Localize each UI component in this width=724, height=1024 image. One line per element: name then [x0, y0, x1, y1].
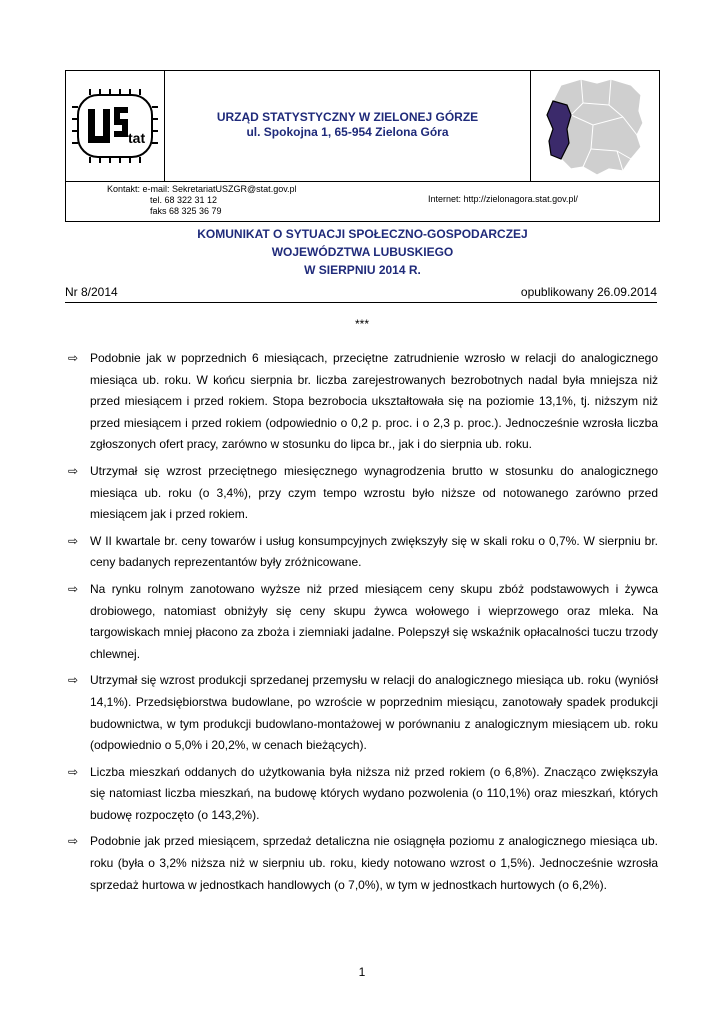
bullet-text: Liczba mieszkań oddanych do użytkowania była niższa niż przed rokiem (o 6,8%). Znacząco zwiększyła się natomiast liczba mieszkań, na budowę których wydano pozwolenia (o 110,1%) oraz mieszkań, których budowę rozpoczęto (o 143,2%).	[90, 764, 658, 822]
page-number: 1	[358, 965, 366, 979]
meta-row	[65, 285, 657, 303]
bullet-industry	[68, 670, 658, 756]
bullet-text: W II kwartale br. ceny towarów i usług konsumpcyjnych zwiększyły się w skali roku o 0,7%. W sierpniu br. ceny badanych reprezentantów były zróżnicowane.	[90, 533, 658, 570]
issue-number: Nr 8/2014	[65, 285, 118, 299]
arrow-icon: ⇨	[68, 764, 79, 779]
title-line-1: KOMUNIKAT O SYTUACJI SPOŁECZNO-GOSPODARCZEJ	[197, 227, 528, 241]
svg-text:tat: tat	[128, 130, 146, 146]
bullet-retail	[68, 831, 658, 896]
publication-date: opublikowany 26.09.2014	[520, 285, 657, 299]
bullet-text: Podobnie jak przed miesiącem, sprzedaż detaliczna nie osiągnęła poziomu z analogicznego miesiąca ub. roku (była o 3,2% niższa niż w sierpniu ub. roku, kiedy notowano wzrost o 1,5%). Jednocześnie wzrosła sprzedaż hurtowa w jednostkach handlowych (o 7,0%), w tym w jednostkach hurtowych (o 6,2%).	[90, 834, 658, 892]
arrow-icon: ⇨	[68, 351, 79, 365]
contact-left	[107, 184, 297, 217]
title-line-2: WOJEWÓDZTWA LUBUSKIEGO	[271, 245, 454, 259]
bullet-text: Na rynku rolnym zanotowano wyższe niż przed miesiącem ceny skupu zbóż podstawowych i żywca drobiowego, natomiast obniżyły się ceny skupu żywca wołowego i wieprzowego oraz mleka. Na targowiskach mniej płacono za zboża i ziemniaki jadalne. Polepszył się wskaźnik opłacalności tuczu trzody chlewnej.	[90, 581, 658, 661]
arrow-icon: ⇨	[68, 581, 79, 596]
map-cell	[530, 71, 659, 181]
contact-box	[65, 182, 660, 222]
bullet-text: Utrzymał się wzrost przeciętnego miesięcznego wynagrodzenia brutto w stosunku do analogicznego miesiąca ub. roku (o 3,4%), przy czym tempo wzrostu było niższe od notowanego zarówno przed miesiącem jak i przed rokiem.	[90, 463, 658, 522]
contact-internet: Internet: http://zielonagora.stat.gov.pl/	[428, 194, 578, 204]
poland-map	[531, 71, 659, 181]
bullet-housing	[68, 762, 658, 827]
title-line-3: W SIERPNIU 2014 R.	[304, 263, 421, 277]
contact-fax: faks 68 325 36 79	[150, 206, 222, 216]
bullet-employment	[68, 348, 658, 456]
arrow-icon: ⇨	[68, 834, 79, 849]
bullet-wages	[68, 461, 658, 526]
arrow-icon: ⇨	[68, 463, 79, 478]
bullet-text: Podobnie jak w poprzednich 6 miesiącach, przeciętne zatrudnienie wzrosło w relacji do analogicznego miesiąca ub. roku. W końcu sierpnia br. liczba zarejestrowanych bezrobotnych nadal była mniejsza niż przed miesiącem i przed rokiem. Stopa bezrobocia ukształtowała się na poziomie 13,1%, tj. niższym niż przed miesiącem i przed rokiem (odpowiednio o 0,2 p. proc. i o 2,3 p. proc.). Jednocześnie wzrosła liczba zgłoszonych ofert pracy, zarówno w stosunku do lipca br., jak i do sierpnia ub. roku.	[90, 351, 658, 452]
bullet-list	[68, 348, 658, 901]
ustat-logo	[66, 71, 164, 181]
contact-phone: tel. 68 322 31 12	[150, 195, 218, 205]
logo-cell	[66, 71, 165, 181]
contact-email: Kontakt: e-mail: SekretariatUSZGR@stat.gov.pl	[107, 184, 297, 194]
header-box	[65, 70, 660, 182]
office-name: URZĄD STATYSTYCZNY W ZIELONEJ GÓRZE	[216, 110, 479, 124]
separator-stars: ***	[354, 317, 369, 331]
bullet-agriculture	[68, 579, 658, 665]
bullet-text: Utrzymał się wzrost produkcji sprzedanej przemysłu w relacji do analogicznego miesiąca ub. roku (wyniósł 14,1%). Przedsiębiorstwa budowlane, po wzroście w poprzednim miesiącu, zanotowały spadek produkcji budownictwa, w tym produkcji budowlano-montażowej w porównaniu z analogicznym miesiącem ub. roku (odpowiednio o 5,0% i 20,2%, w cenach bieżących).	[90, 673, 658, 753]
office-header	[165, 110, 530, 140]
arrow-icon: ⇨	[68, 533, 79, 548]
office-address: ul. Spokojna 1, 65-954 Zielona Góra	[246, 125, 449, 139]
document-title	[65, 225, 660, 279]
arrow-icon: ⇨	[68, 673, 79, 688]
bullet-prices	[68, 531, 658, 574]
